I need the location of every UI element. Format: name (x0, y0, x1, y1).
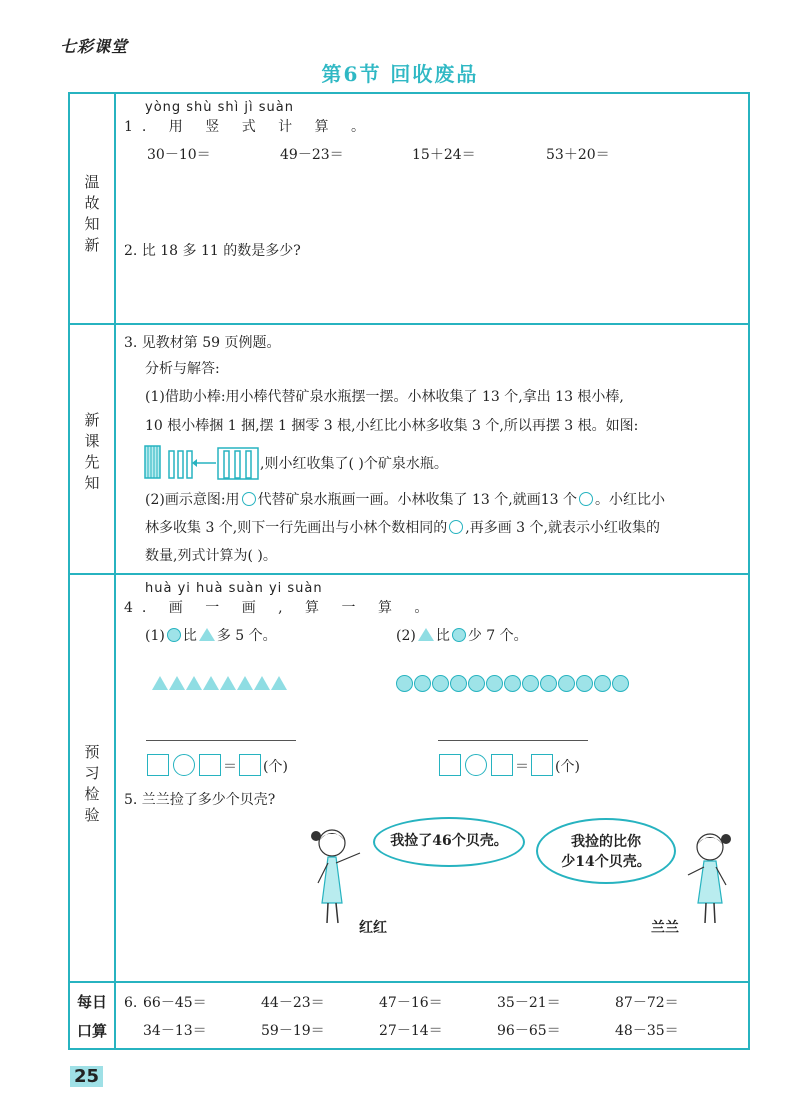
sticks-illustration (142, 443, 262, 481)
circle-icon (540, 675, 557, 692)
q2-text: 2. 比 18 多 11 的数是多少? (124, 243, 301, 259)
q3-p1-line3: ,则小红收集了( )个矿泉水瓶。 (260, 456, 448, 472)
q3-text: 3. 见教材第 59 页例题。 (124, 335, 281, 351)
brand-logo: 七彩课堂 (60, 37, 129, 56)
operator-circle[interactable] (465, 754, 487, 776)
q4-part2: (2) 比 少 7 个。 (396, 628, 528, 644)
section-divider (68, 323, 750, 325)
q3-p2-line3: 数量,列式计算为( )。 (145, 548, 277, 564)
triangle-row (152, 676, 287, 690)
answer-line (438, 740, 588, 741)
q4-text: 4. 画 一 画 , 算 一 算 。 (124, 600, 438, 616)
answer-box[interactable] (239, 754, 261, 776)
triangle-icon (203, 676, 219, 690)
answer-box[interactable] (531, 754, 553, 776)
section-label-preview: 新 课 先 知 (84, 411, 100, 492)
q1-pinyin: yòng shù shì jì suàn (145, 100, 294, 115)
q4-equation-1: ＝ (个) (145, 754, 288, 777)
q6-problem: 48－35＝ (615, 1023, 679, 1039)
q1-problem: 30－10＝ (147, 147, 211, 163)
q6-problem: 59－19＝ (261, 1023, 325, 1039)
q1-problem: 49－23＝ (280, 147, 344, 163)
circle-icon (522, 675, 539, 692)
section-divider (68, 981, 750, 983)
name-honghong: 红红 (359, 920, 387, 936)
q4-equation-2: ＝ (个) (437, 754, 580, 777)
q5-text: 5. 兰兰捡了多少个贝壳? (124, 792, 276, 808)
answer-line (146, 740, 296, 741)
name-lanlan: 兰兰 (651, 920, 679, 936)
page-title: 第6节 回收废品 (321, 62, 479, 86)
triangle-icon (186, 676, 202, 690)
circle-icon (486, 675, 503, 692)
triangle-icon (254, 676, 270, 690)
q6-problem: 47－16＝ (379, 995, 443, 1011)
circle-icon (452, 628, 466, 642)
circle-icon (468, 675, 485, 692)
q6-problem: 34－13＝ (143, 1023, 207, 1039)
circle-icon (414, 675, 431, 692)
q3-p1-line1: (1)借助小棒:用小棒代替矿泉水瓶摆一摆。小林收集了 13 个,拿出 13 根小棒, (145, 389, 624, 405)
triangle-icon (271, 676, 287, 690)
circle-icon (576, 675, 593, 692)
answer-box[interactable] (199, 754, 221, 776)
circle-row (396, 675, 629, 692)
circle-icon (167, 628, 181, 642)
q6-problem: 27－14＝ (379, 1023, 443, 1039)
circle-icon (504, 675, 521, 692)
circle-icon (450, 675, 467, 692)
triangle-icon (220, 676, 236, 690)
circle-icon (396, 675, 413, 692)
section-label-review: 温 故 知 新 (84, 173, 100, 254)
answer-box[interactable] (439, 754, 461, 776)
section-divider (68, 573, 750, 575)
circle-icon (432, 675, 449, 692)
circle-icon (594, 675, 611, 692)
answer-box[interactable] (147, 754, 169, 776)
q6-problem: 66－45＝ (143, 995, 207, 1011)
q3-analysis: 分析与解答: (145, 361, 220, 377)
q3-p2-line1: (2)画示意图:用 代替矿泉水瓶画一画。小林收集了 13 个,就画13 个 。小红比小 (145, 492, 665, 508)
girl-honghong-illustration (300, 823, 380, 933)
triangle-icon (152, 676, 168, 690)
q4-part1: (1) 比 多 5 个。 (145, 628, 277, 644)
q1-problem: 53＋20＝ (546, 147, 610, 163)
circle-icon (579, 492, 593, 506)
q6-problem: 87－72＝ (615, 995, 679, 1011)
section-label-daily: 每日 口算 (76, 993, 107, 1040)
girl-lanlan-illustration (676, 825, 746, 935)
worksheet-frame (68, 92, 750, 1050)
q1-problem: 15＋24＝ (412, 147, 476, 163)
triangle-icon (418, 628, 434, 641)
triangle-icon (199, 628, 215, 641)
q6-problem: 96－65＝ (497, 1023, 561, 1039)
triangle-icon (237, 676, 253, 690)
q1-text: 1. 用 竖 式 计 算 。 (124, 119, 375, 135)
label-column-divider (114, 92, 116, 1050)
circle-icon (449, 520, 463, 534)
q4-pinyin: huà yi huà suàn yi suàn (145, 581, 323, 596)
operator-circle[interactable] (173, 754, 195, 776)
page-number: 25 (70, 1066, 103, 1087)
q3-p2-line2: 林多收集 3 个,则下一行先画出与小林个数相同的 ,再多画 3 个,就表示小红收集的 (145, 520, 660, 536)
q6-label: 6. (124, 995, 138, 1011)
q6-problem: 44－23＝ (261, 995, 325, 1011)
q3-p1-line2: 10 根小棒捆 1 捆,摆 1 捆零 3 根,小红比小林多收集 3 个,所以再摆 3 根。如图: (145, 418, 639, 434)
speech-bubble-left: 我捡了46个贝壳。 (373, 817, 525, 867)
circle-icon (612, 675, 629, 692)
circle-icon (242, 492, 256, 506)
q6-problem: 35－21＝ (497, 995, 561, 1011)
speech-bubble-right: 我捡的比你 少14个贝壳。 (536, 818, 676, 884)
triangle-icon (169, 676, 185, 690)
circle-icon (558, 675, 575, 692)
answer-box[interactable] (491, 754, 513, 776)
section-label-check: 预 习 检 验 (84, 743, 100, 824)
